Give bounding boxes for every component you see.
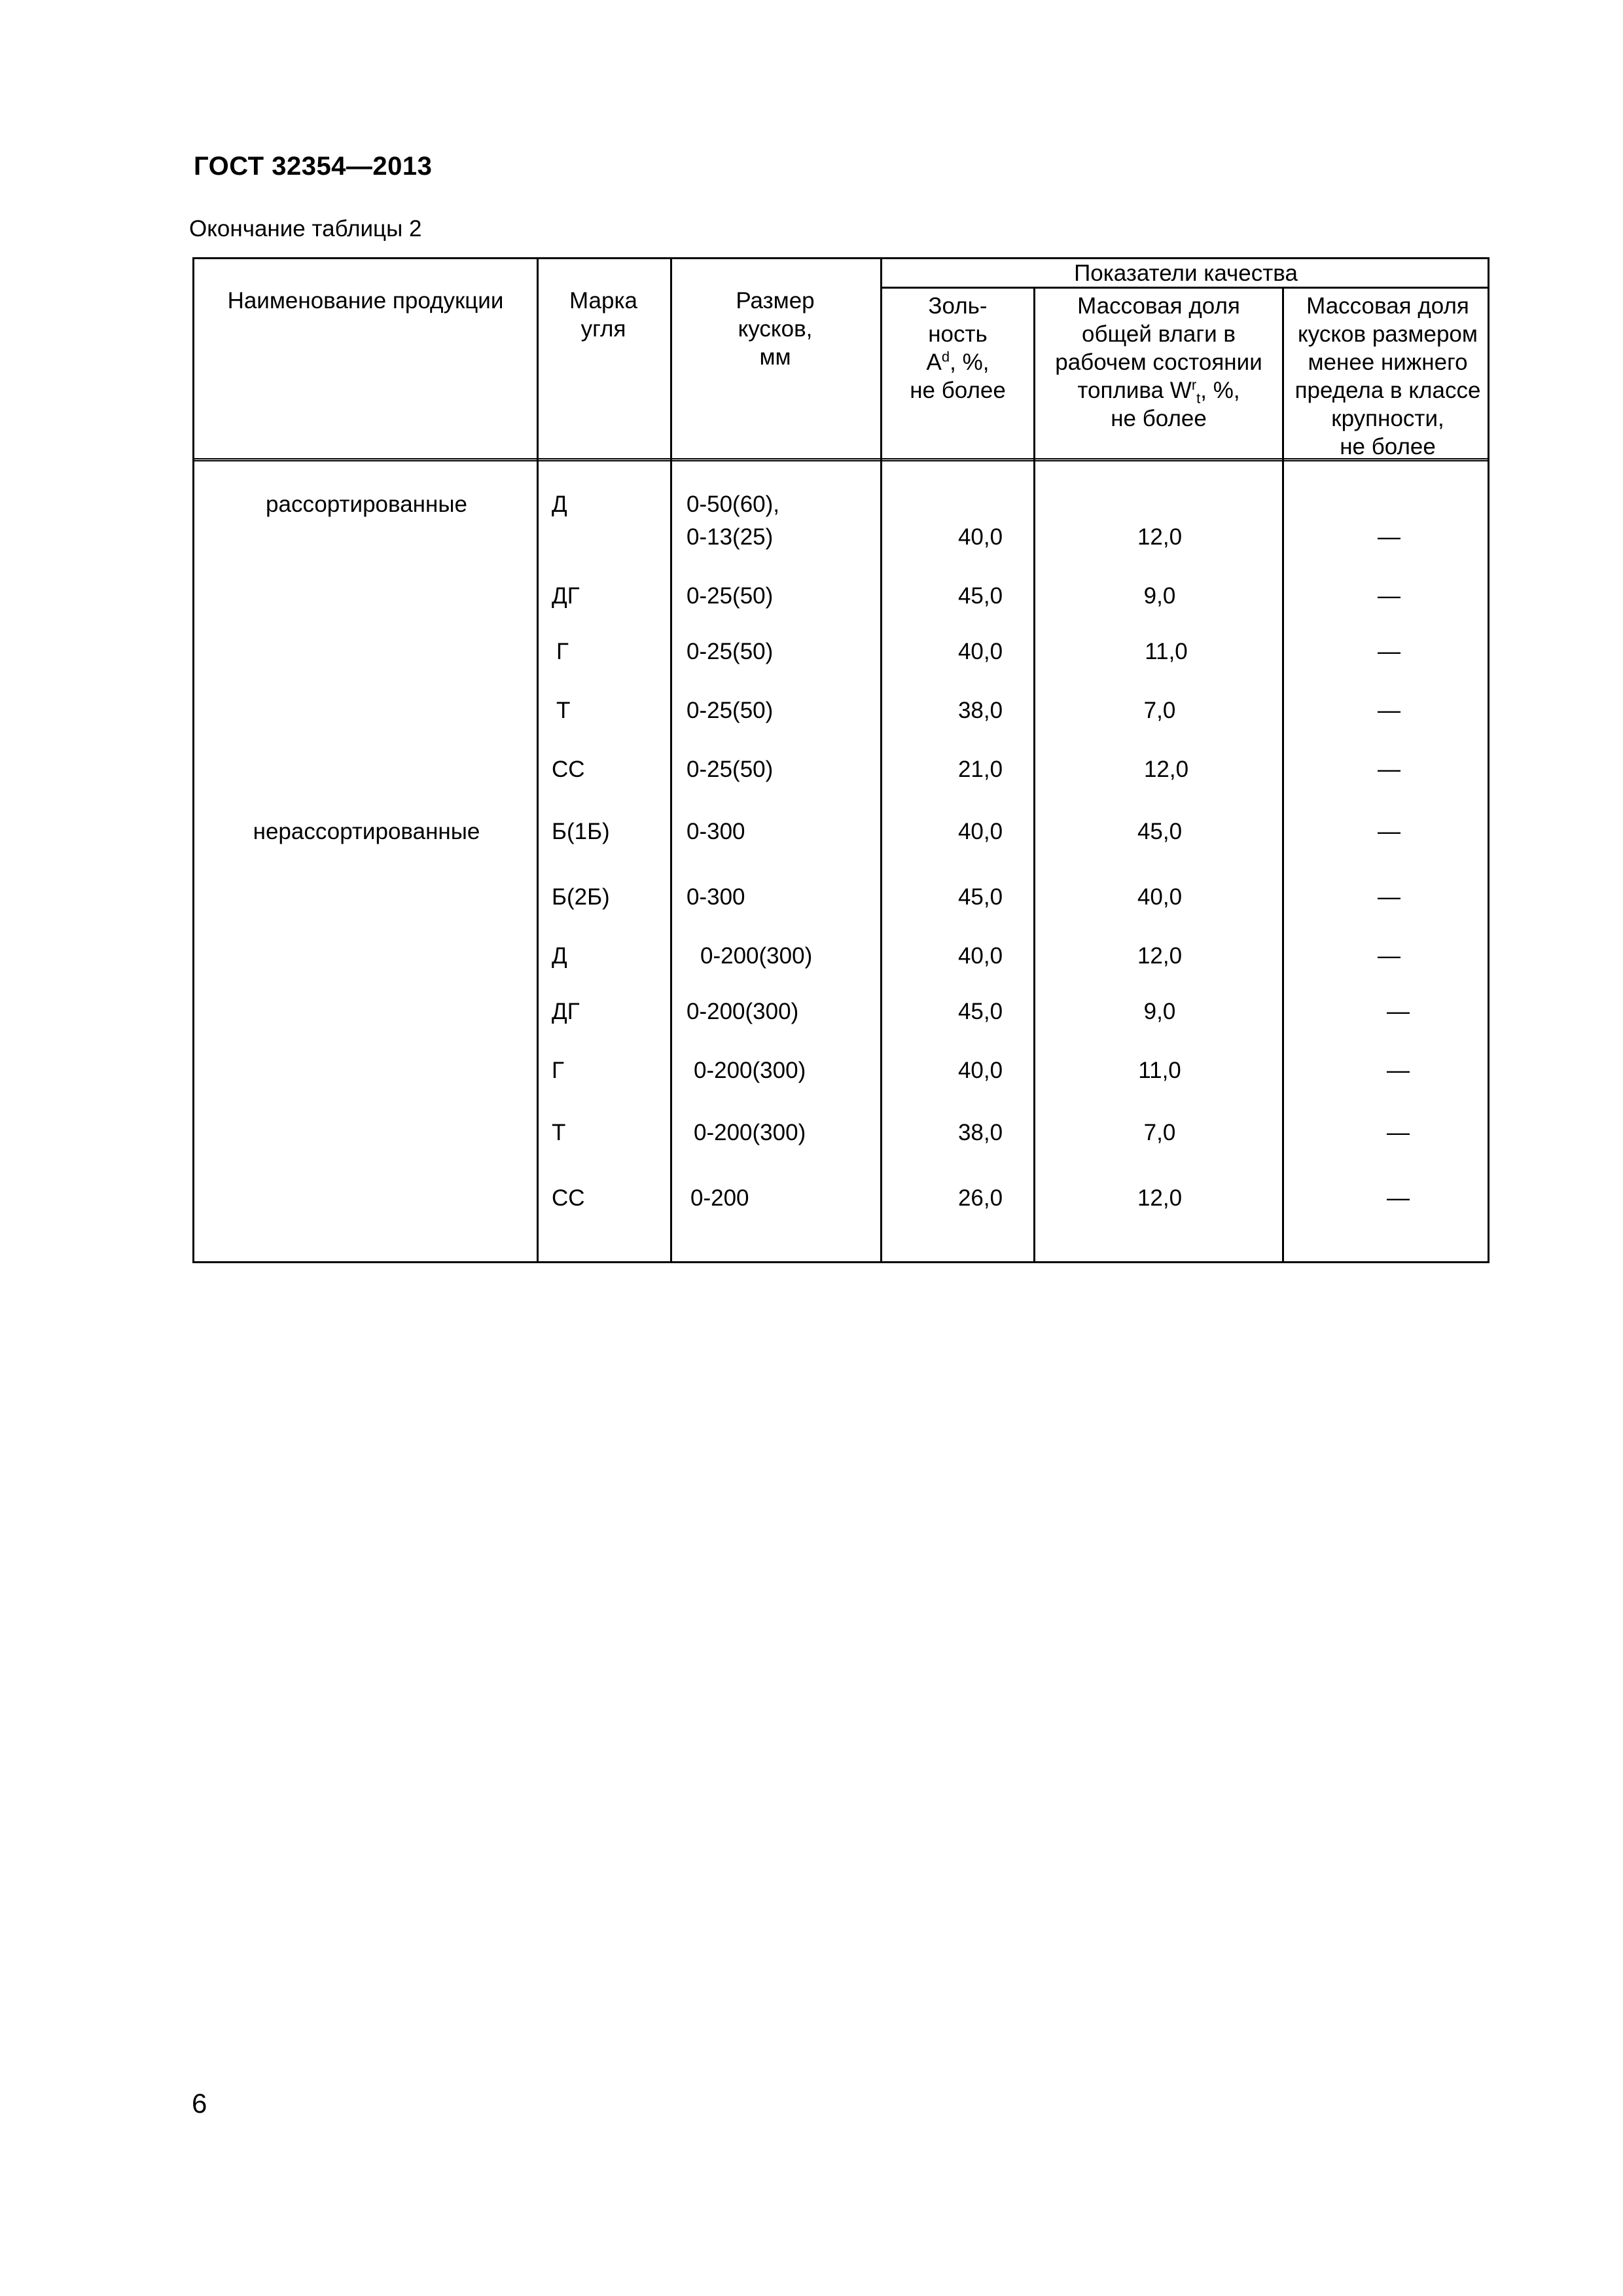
cell-brand: Д: [552, 492, 567, 517]
cell-size: 0-200(300): [694, 1058, 806, 1083]
cell-undersize: —: [1378, 639, 1400, 664]
header-quality-indicators: Показатели качества: [1074, 260, 1298, 286]
cell-ash: 40,0: [957, 1058, 1003, 1083]
cell-moisture: 7,0: [1143, 1120, 1176, 1145]
cell-undersize: —: [1378, 524, 1400, 550]
cell-undersize: —: [1378, 698, 1400, 723]
cell-ash: 45,0: [957, 583, 1003, 609]
quality-table: [192, 257, 1489, 1263]
header-moisture: Массовая доля общей влаги в рабочем состоянии топлива $W^r_t$, %, не более: [1055, 293, 1262, 431]
cell-size: 0-200(300): [694, 1120, 806, 1145]
header-ash-content: Золь- ность $A^d$, %, не более: [910, 293, 1006, 403]
cell-brand: СС: [552, 757, 585, 782]
cell-brand: ДГ: [552, 583, 580, 609]
document-header: ГОСТ 32354—2013: [194, 152, 433, 181]
cell-ash: 40,0: [957, 943, 1003, 969]
column-divider: [670, 259, 672, 1261]
cell-brand: Б(1Б): [552, 819, 610, 844]
cell-undersize: —: [1378, 583, 1400, 609]
cell-brand: Г: [552, 1058, 564, 1083]
cell-ash: 40,0: [957, 819, 1003, 844]
cell-moisture: 12,0: [1137, 943, 1183, 969]
cell-moisture: 7,0: [1143, 698, 1176, 723]
column-divider: [880, 259, 882, 1261]
cell-undersize: —: [1378, 757, 1400, 782]
group-name: нерассортированные: [253, 819, 480, 844]
cell-moisture: 40,0: [1137, 884, 1183, 910]
cell-size: 0-200(300): [700, 943, 813, 969]
group-name: рассортированные: [266, 492, 467, 517]
cell-undersize: —: [1387, 999, 1410, 1024]
cell-undersize: —: [1387, 1120, 1410, 1145]
cell-brand: Б(2Б): [552, 884, 610, 910]
cell-moisture: 11,0: [1145, 639, 1188, 664]
cell-ash: 38,0: [957, 1120, 1003, 1145]
table-caption: Окончание таблицы 2: [189, 216, 422, 242]
cell-size: 0-50(60),: [687, 492, 780, 517]
cell-ash: 26,0: [957, 1185, 1003, 1211]
cell-size: 0-200(300): [687, 999, 799, 1024]
cell-size: 0-300: [687, 884, 745, 910]
cell-brand: Т: [552, 1120, 566, 1145]
cell-size: 0-25(50): [687, 583, 774, 609]
cell-ash: 40,0: [957, 524, 1003, 550]
cell-undersize: —: [1378, 943, 1400, 969]
header-undersize-fraction: Массовая доля кусков размером менее нижнего предела в классе крупности, не более: [1294, 293, 1481, 459]
cell-moisture: 12,0: [1137, 1185, 1183, 1211]
cell-size: 0-25(50): [687, 639, 774, 664]
cell-moisture: 45,0: [1137, 819, 1183, 844]
header-coal-brand: Марка угля: [569, 288, 638, 342]
cell-moisture: 11,0: [1138, 1058, 1181, 1083]
cell-brand: Т: [556, 698, 571, 723]
cell-ash: 45,0: [957, 884, 1003, 910]
cell-ash: 40,0: [957, 639, 1003, 664]
cell-undersize: —: [1387, 1058, 1410, 1083]
page-number: 6: [192, 2088, 207, 2119]
cell-moisture: 9,0: [1143, 583, 1176, 609]
header-product-name: Наименование продукции: [227, 288, 504, 314]
cell-ash: 38,0: [957, 698, 1003, 723]
cell-size: 0-25(50): [687, 757, 774, 782]
cell-moisture: 12,0: [1143, 757, 1189, 782]
cell-ash: 21,0: [957, 757, 1003, 782]
cell-moisture: 12,0: [1137, 524, 1183, 550]
cell-size: 0-13(25): [687, 524, 774, 550]
cell-undersize: —: [1378, 819, 1400, 844]
header-piece-size: Размер кусков, мм: [736, 288, 815, 370]
cell-brand: Д: [552, 943, 567, 969]
cell-size: 0-25(50): [687, 698, 774, 723]
cell-ash: 45,0: [957, 999, 1003, 1024]
column-divider: [537, 259, 539, 1261]
cell-brand: Г: [556, 639, 569, 664]
cell-brand: ДГ: [552, 999, 580, 1024]
cell-size: 0-200: [690, 1185, 749, 1211]
cell-moisture: 9,0: [1143, 999, 1176, 1024]
cell-undersize: —: [1387, 1185, 1410, 1211]
cell-undersize: —: [1378, 884, 1400, 910]
cell-brand: СС: [552, 1185, 585, 1211]
cell-size: 0-300: [687, 819, 745, 844]
